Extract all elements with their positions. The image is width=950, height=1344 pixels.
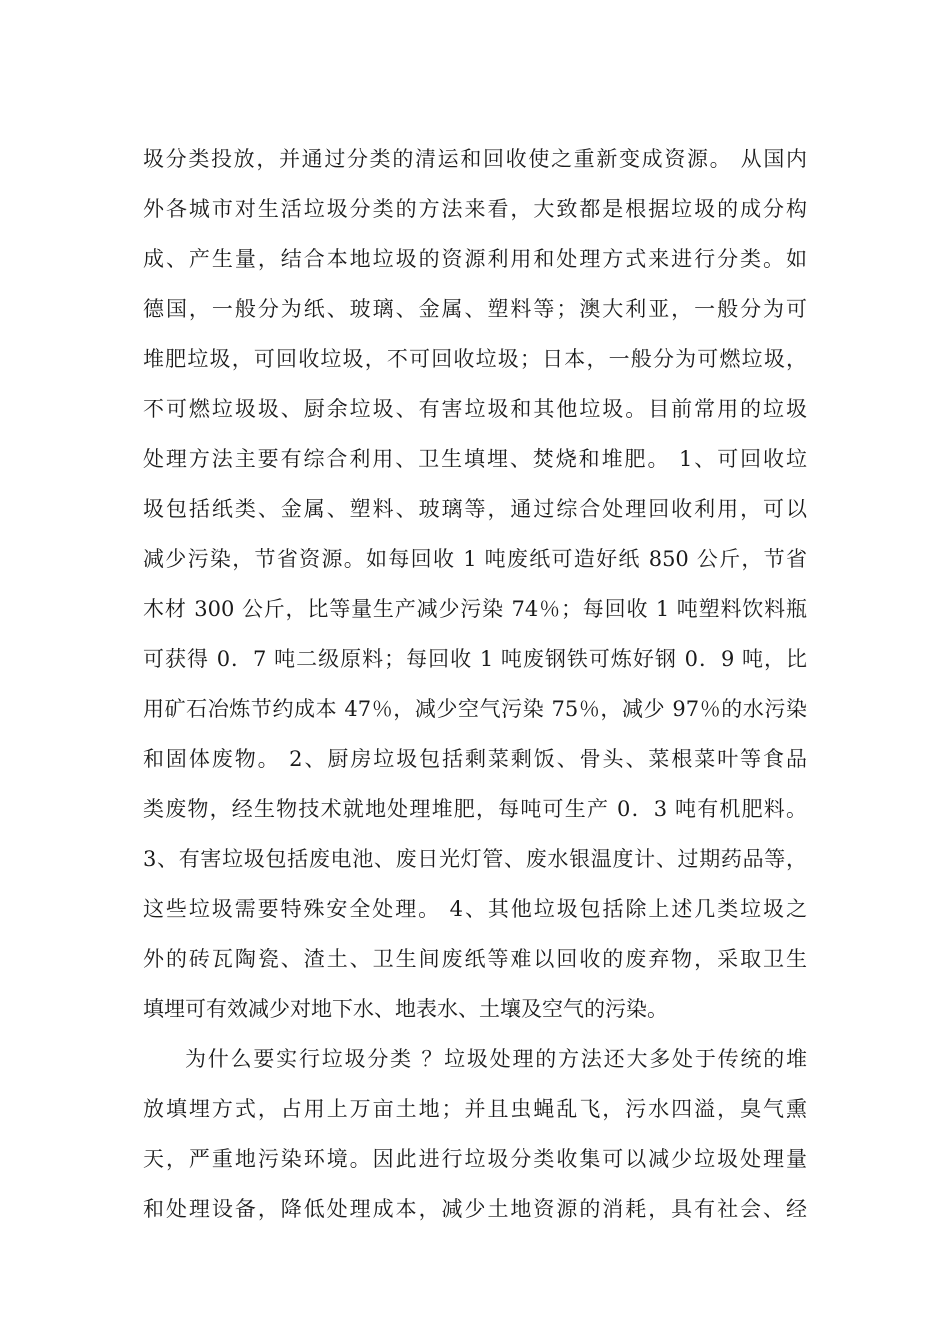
- p1-line-14: 类废物，经生物技术就地处理堆肥，每吨可生产 0．3 吨有机肥料。: [143, 797, 807, 821]
- p1-line-4: 德国，一般分为纸、玻璃、金属、塑料等；澳大利亚，一般分为可: [143, 297, 807, 321]
- p2-line-2: 放填埋方式，占用上万亩土地；并且虫蝇乱飞，污水四溢，臭气熏: [143, 1097, 807, 1121]
- p1-line-13: 和固体废物。 2、厨房垃圾包括剩菜剩饭、骨头、菜根菜叶等食品: [143, 747, 807, 771]
- document-body: [143, 134, 807, 1234]
- p1-line-12: 用矿石冶炼节约成本 47％，减少空气污染 75％，减少 97％的水污染: [143, 697, 807, 721]
- p1-line-17: 外的砖瓦陶瓷、渣土、卫生间废纸等难以回收的废弃物，采取卫生: [143, 947, 807, 971]
- p1-line-8: 圾包括纸类、金属、塑料、玻璃等，通过综合处理回收利用，可以: [143, 497, 807, 521]
- p1-line-15: 3、有害垃圾包括废电池、废日光灯管、废水银温度计、过期药品等，: [143, 847, 807, 871]
- p1-line-9: 减少污染，节省资源。如每回收 1 吨废纸可造好纸 850 公斤，节省: [143, 547, 807, 571]
- p2-line-1: 为什么要实行垃圾分类 ？垃圾处理的方法还大多处于传统的堆: [185, 1047, 807, 1071]
- p1-line-18: 填埋可有效减少对地下水、地表水、土壤及空气的污染。: [143, 997, 668, 1021]
- p1-line-11: 可获得 0．7 吨二级原料；每回收 1 吨废钢铁可炼好钢 0．9 吨，比: [143, 647, 807, 671]
- p1-line-1: 圾分类投放，并通过分类的清运和回收使之重新变成资源。 从国内: [143, 147, 807, 171]
- p1-line-6: 不可燃垃圾圾、厨余垃圾、有害垃圾和其他垃圾。目前常用的垃圾: [143, 397, 807, 421]
- p1-line-2: 外各城市对生活垃圾分类的方法来看，大致都是根据垃圾的成分构: [143, 197, 807, 221]
- p1-line-16: 这些垃圾需要特殊安全处理。 4、其他垃圾包括除上述几类垃圾之: [143, 897, 807, 921]
- p1-line-5: 堆肥垃圾，可回收垃圾，不可回收垃圾；日本，一般分为可燃垃圾，: [143, 347, 807, 371]
- p1-line-10: 木材 300 公斤，比等量生产减少污染 74％；每回收 1 吨塑料饮料瓶: [143, 597, 807, 621]
- p1-line-3: 成、产生量，结合本地垃圾的资源利用和处理方式来进行分类。如: [143, 247, 807, 271]
- p1-line-7: 处理方法主要有综合利用、卫生填埋、焚烧和堆肥。 1、可回收垃: [143, 447, 807, 471]
- p2-line-3: 天，严重地污染环境。因此进行垃圾分类收集可以减少垃圾处理量: [143, 1147, 807, 1171]
- p2-line-4: 和处理设备，降低处理成本，减少土地资源的消耗，具有社会、经: [143, 1197, 807, 1221]
